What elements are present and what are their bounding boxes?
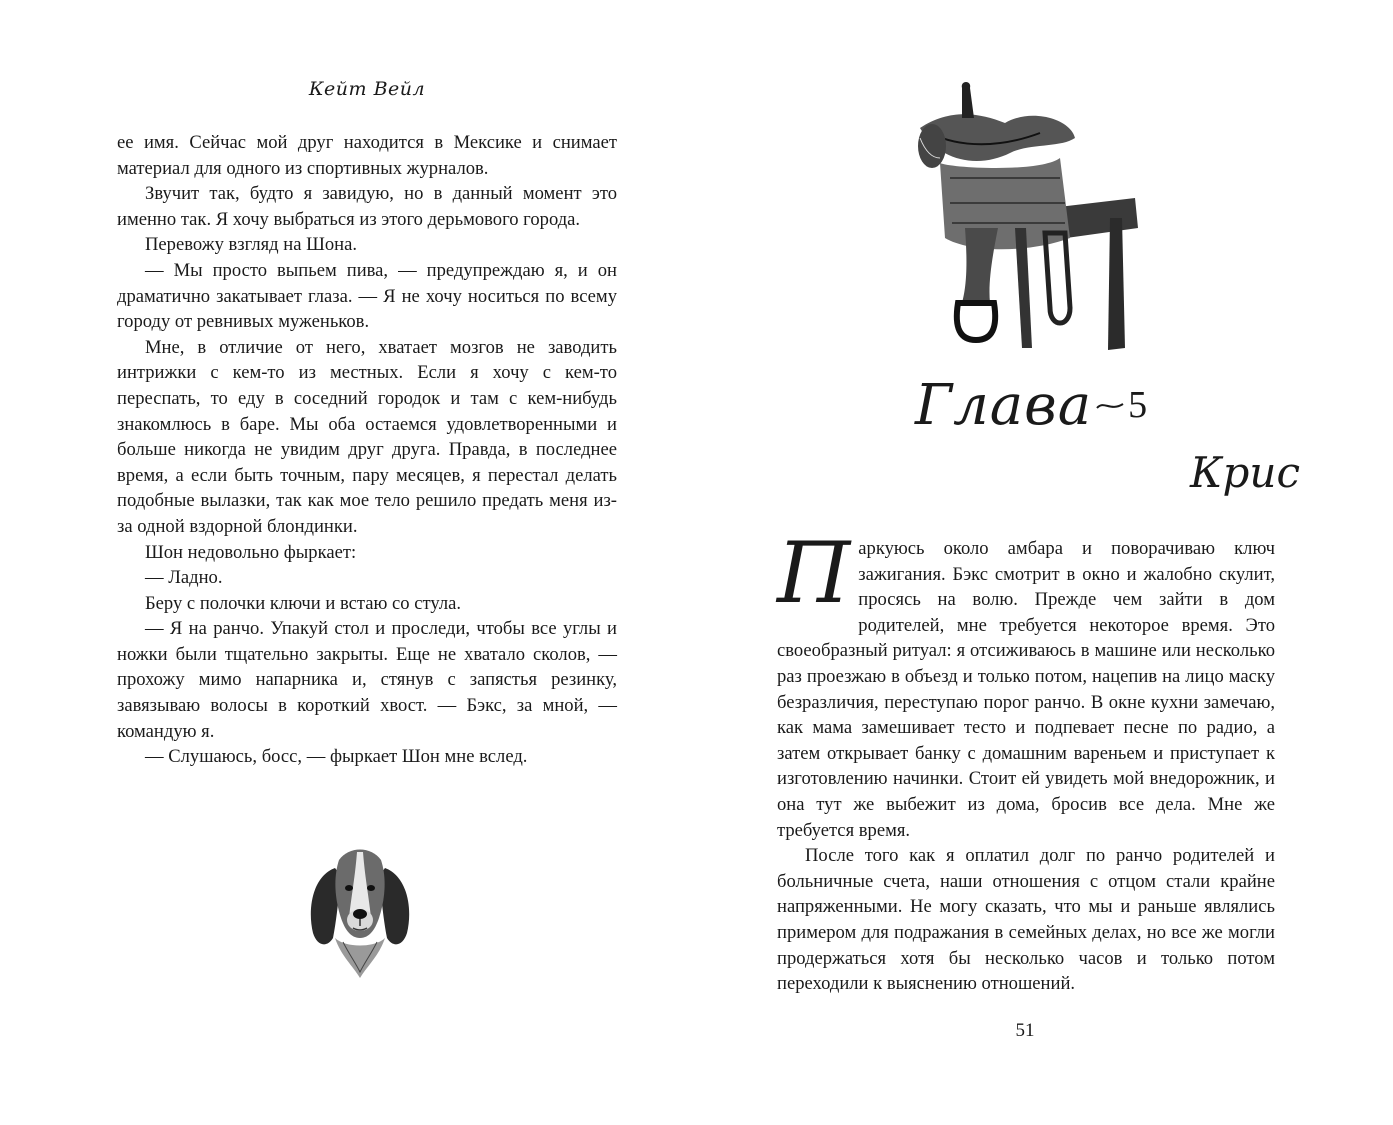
swash-ornament-icon [1096,398,1124,412]
chapter-word: Глава [915,372,1093,438]
page-number: 51 [1015,1020,1035,1041]
right-page-text [777,524,1275,997]
chapter-heading [915,360,1155,450]
paragraph: После того как я оплатил долг по ранчо родителей и больничные счета, наши отношения с отцом стали крайне напряженными. Не могу сказать, что мы и раньше являлись примером для подражания в семейных делах, но все же могли продержаться хотя бы несколько часов и только потом переходили к выяснению отношений. [777,845,1275,995]
paragraph: — Ладно. [145,567,223,589]
paragraph: Звучит так, будто я завидую, но в данный момент это именно так. Я хочу выбраться из этого дерьмового города. [117,183,617,230]
paragraph: Перевожу взгляд на Шона. [145,234,358,256]
paragraph: Шон недовольно фыркает: [145,541,357,563]
saddle-icon [910,78,1140,358]
paragraph: — Я на ранчо. Упакуй стол и проследи, чтобы все углы и ножки были тщательно закрыты. Еще не хватало сколов, — прохожу мимо напарника и, стянув с запястья резинку, завязываю волосы в короткий хвост. — Бэкс, за мной, — командую я. [117,618,617,742]
running-head-author: Кейт Вейл [308,78,426,100]
paragraph: — Мы просто выпьем пива, — предупреждаю я, и он драматично закатывает глаза. — Я не хочу носиться по всему городу от ревнивых муженьков. [117,259,617,333]
paragraph-text: аркуюсь около амбара и поворачиваю ключ зажигания. Бэкс смотрит в окно и жалобно скулит, просясь на волю. Прежде чем зайти в дом родителей, мне требуется некоторое время. Это своеобразный ритуал: я отсиживаюсь в машине или несколько раз проезжаю в объезд и только потом, нацепив на лицо маску безразличия, переступаю порог ранчо. В окне кухни замечаю, как мама замешивает тесто и подпевает песне по радио, а затем открывает банку с домашним вареньем и приступает к изготовлению начинки. Стоит ей увидеть мой внедорожник, и она тут же выбежит из дома, бросив все дела. Мне же требуется время. [777,538,1275,841]
paragraph: ее имя. Сейчас мой друг находится в Мексике и снимает материал для одного из спортивных журналов. [117,132,617,179]
right-page [700,0,1393,1125]
left-page-text [117,130,617,770]
chapter-number: 5 [1128,384,1148,426]
paragraph: Мне, в отличие от него, хватает мозгов не заводить интрижки с кем-то из местных. Если я хочу с кем-то переспать, то еду в соседний городок и там с кем-нибудь знакомлюсь в баре. Мы оба остаемся удовлетворенными и больше никогда не увидим друг друга. Правда, в последнее время, а если быть точным, пару месяцев, я перестал делать подобные вылазки, так как мое тело решило предать меня из-за одной вздорной блондинки. [117,336,617,537]
paragraph [777,524,1275,843]
drop-cap: П [777,524,851,622]
beagle-dog-icon [305,838,415,983]
chapter-pov-name: Крис [1190,448,1300,497]
paragraph: Беру с полочки ключи и встаю со стула. [145,592,462,614]
paragraph: — Слушаюсь, босс, — фыркает Шон мне вслед. [145,746,528,768]
